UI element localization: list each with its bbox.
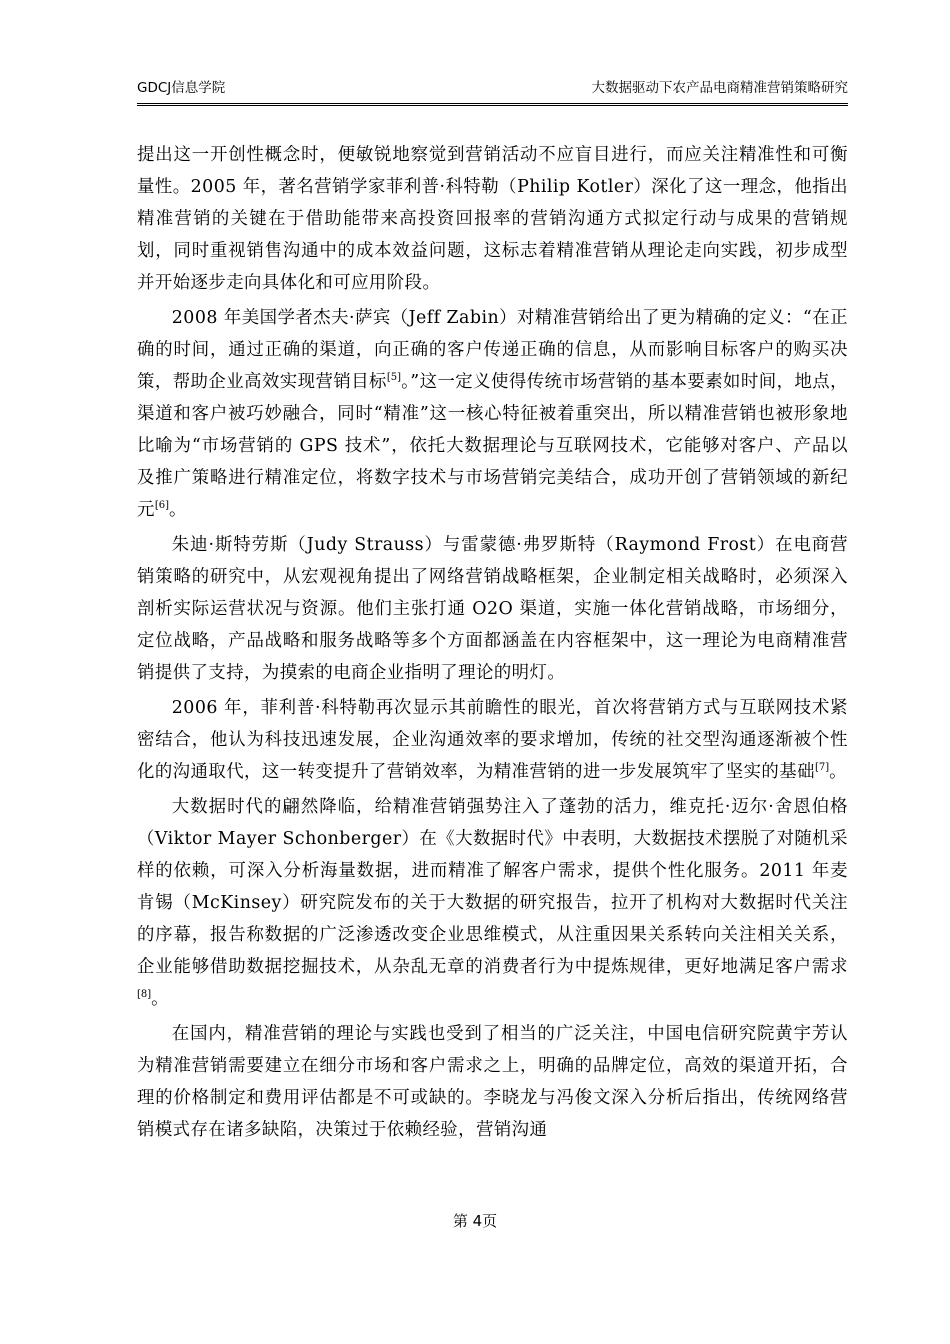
paragraph-5 <box>137 791 848 1015</box>
paragraph-text: 。 <box>829 762 847 782</box>
body-text <box>137 139 848 1149</box>
paragraph-text: 2008 年美国学者杰夫·萨宾（Jeff Zabin）对精准营销给出了更为精确的定义：“在正确的时间，通过正确的渠道，向正确的客户传递正确的信息，从而影响目标客户的购买决策，帮助企业高效实现营销目标 <box>137 308 848 392</box>
header-institution: GDCJ信息学院 <box>137 80 226 96</box>
paragraph-text: 朱迪·斯特劳斯（Judy Strauss）与雷蒙德·弗罗斯特（Raymond Frost）在电商营销策略的研究中，从宏观视角提出了网络营销战略框架，企业制定相关战略时，必须深入剖析实际运营状况与资源。他们主张打通 O2O 渠道，实施一体化营销战略，市场细分，定位战略，产品战略和服务战略等多个方面都涵盖在内容框架中，这一理论为电商精准营销提供了支持，为摸索的电商企业指明了理论的明灯。 <box>137 535 848 683</box>
paragraph-text: 。”这一定义使得传统市场营销的基本要素如时间，地点，渠道和客户被巧妙融合，同时“精准”这一核心特征被着重突出，所以精准营销也被形象地比喻为“市场营销的 GPS 技术”，依托大数据理论与互联网技术，它能够对客户、产品以及推广策略进行精准定位，将数字技术与市场营销完美结合，成功开创了营销领域的新纪元 <box>137 372 848 520</box>
citation-ref: [7] <box>814 762 830 774</box>
paragraph-1 <box>137 139 848 299</box>
paragraph-6 <box>137 1018 848 1146</box>
paragraph-text: 大数据时代的翩然降临，给精准营销强势注入了蓬勃的活力，维克托·迈尔·舍恩伯格（Viktor Mayer Schonberger）在《大数据时代》中表明，大数据技术摆脱了对随机采样的依赖，可深入分析海量数据，进而精准了解客户需求，提供个性化服务。2011 年麦肯锡（McKinsey）研究院发布的关于大数据的研究报告，拉开了机构对大数据时代关注的序幕，报告称数据的广泛渗透改变企业思维模式，从注重因果关系转向关注相关关系，企业能够借助数据挖掘技术，从杂乱无章的消费者行为中提炼规律，更好地满足客户需求 <box>137 797 848 977</box>
paragraph-2 <box>137 302 848 526</box>
paragraph-text: 提出这一开创性概念时，便敏锐地察觉到营销活动不应盲目进行，而应关注精准性和可衡量性。2005 年，著名营销学家菲利普·科特勒（Philip Kotler）深化了这一理念，他指出精准营销的关键在于借助能带来高投资回报率的营销沟通方式拟定行动与成果的营销规划，同时重视销售沟通中的成本效益问题，这标志着精准营销从理论走向实践，初步成型并开始逐步走向具体化和可应用阶段。 <box>137 145 848 293</box>
paragraph-text: 在国内，精准营销的理论与实践也受到了相当的广泛关注，中国电信研究院黄宇芳认为精准营销需要建立在细分市场和客户需求之上，明确的品牌定位，高效的渠道开拓，合理的价格制定和费用评估都是不可或缺的。李晓龙与冯俊文深入分析后指出，传统网络营销模式存在诸多缺陷，决策过于依赖经验，营销沟通 <box>137 1024 848 1140</box>
paragraph-3 <box>137 529 848 689</box>
page-number: 第 4页 <box>452 1212 498 1230</box>
paragraph-text: 。 <box>169 500 187 520</box>
citation-ref: [8] <box>137 989 152 1001</box>
header-thesis-title: 大数据驱动下农产品电商精准营销策略研究 <box>591 80 848 96</box>
running-header <box>137 78 848 98</box>
paragraph-text: 2006 年，菲利普·科特勒再次显示其前瞻性的眼光，首次将营销方式与互联网技术紧密结合，他认为科技迅速发展，企业沟通效率的要求增加，传统的社交型沟通逐渐被个性化的沟通取代，这一转变提升了营销效率，为精准营销的进一步发展筑牢了坚实的基础 <box>137 698 848 782</box>
paragraph-4 <box>137 692 848 788</box>
header-rule <box>137 103 848 106</box>
citation-ref: [6] <box>154 500 170 512</box>
citation-ref: [5] <box>386 372 402 384</box>
paragraph-text: 。 <box>151 989 170 1009</box>
